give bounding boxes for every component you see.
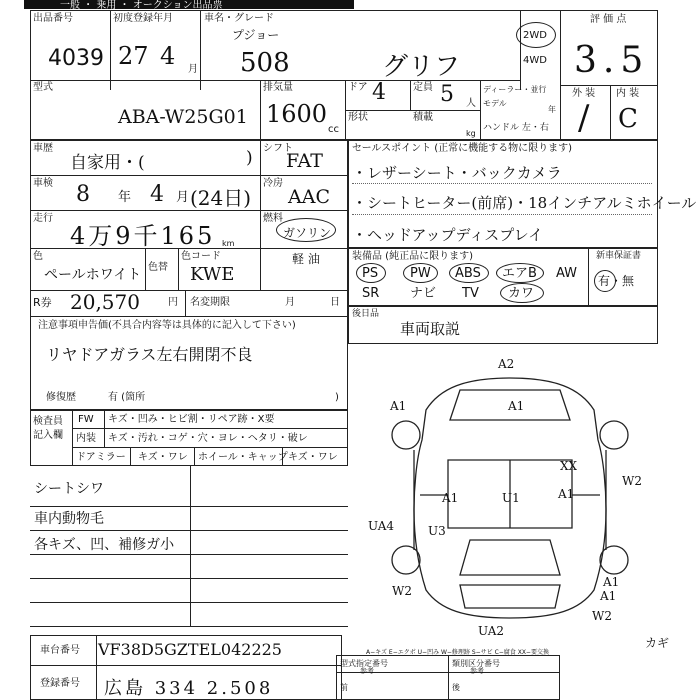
displacement-value: 1600 [266,100,328,128]
damage-mark: A2 [498,357,515,371]
load-unit: kg [466,129,476,138]
registration-day: 日 [330,297,340,308]
capacity-unit: 人 [466,98,476,109]
registration-label: 名変期限 [190,297,230,308]
extra-value: 車両取説 [400,320,461,338]
fuel-alt: 軽 油 [292,252,320,266]
car-grade: グリフ [382,52,461,82]
use-value: 自家用・( [70,153,145,173]
note-line-1: シートシワ [34,481,104,497]
repair-close: ) [335,392,339,403]
use-label: 車歴 [33,143,53,154]
class-label: 類別区分番号 [452,659,500,668]
ac-value: AAC [288,186,330,208]
shape-label: 形状 [348,112,368,123]
header-title: 一般 ・ 乗用 ・ オークション出品票 [60,0,223,11]
interior-value: C [618,104,638,134]
car-maker: プジョー [232,28,280,42]
recycle-unit: 円 [168,297,178,308]
insp-mirror-items: キズ・ワレ [138,452,188,463]
mileage-value: 4万9千165 [70,222,216,250]
use-close: ) [246,148,253,168]
chassis-value: VF38D5GZTEL042225 [98,640,282,659]
sales-label: セールスポイント (正常に機能する物に限ります) [352,143,573,154]
note-line-3: 各キズ、凹、補修ガ小 [34,537,175,553]
chassis-label: 車台番号 [40,645,80,656]
displacement-label: 排気量 [263,82,293,93]
load-label: 積載 [413,112,433,123]
new-car-value: 有・無 [598,274,635,288]
damage-mark: A1 [508,399,525,413]
year-label: 年 [548,105,556,114]
inspection-day: (24日) [190,186,252,210]
model-year-label: モデル [483,99,507,108]
inspection-month: 4 [150,182,164,207]
damage-legend: A−キズ E−エクボ U−凹み W−修理跡 S−サビ C−腐食 XX−要交換 [366,649,549,656]
first-reg-month: 4 [160,42,176,70]
damage-mark: W2 [392,584,412,598]
dealer-label: ディーラー・並行 [483,85,547,94]
ac-label: 冷房 [263,178,283,189]
damage-mark: UA4 [368,519,395,533]
damage-mark: UA2 [478,624,505,638]
damage-mark: A1 [442,491,459,505]
equip-aw: AW [556,266,578,281]
inspector-label-1: 検査員 [33,416,63,427]
car-name-label: 車名・グレード [204,13,274,24]
color-label: 色 [33,251,43,262]
shift-label: シフト [263,143,293,154]
sales-line-3: ・ヘッドアップディスプレイ [352,226,543,244]
score-value: 3.5 [574,40,650,81]
lot-number: 4039 [48,46,104,71]
recycle-label: R券 [33,296,52,309]
first-reg-year: 27 [118,42,149,70]
insp-interior-items: キズ・汚れ・コゲ・穴・ヨレ・ヘタリ・破レ [108,433,308,444]
first-reg-label: 初度登録年月 [113,13,173,24]
specify-label: 型式指定番号 [340,659,388,668]
displacement-unit: cc [328,124,339,135]
insp-mirror: ドアミラー [76,452,126,463]
damage-mark: XX [560,459,578,473]
first-reg-month-unit: 月 [188,64,198,75]
damage-mark: A1 [558,487,575,501]
damage-mark: A1 [600,589,617,603]
equipment-label: 装備品 (純正品に限ります) [352,251,473,262]
inspection-month-unit: 月 [176,190,190,205]
extra-section [348,306,658,344]
recycle-value: 20,570 [70,290,140,314]
type-label: 型式 [33,82,53,93]
plate-value: 広島 334 2.508 [104,678,274,699]
equip-pw: PW [410,266,431,281]
insp-fw-items: キズ・凹み・ヒビ割・リペア跡・X要 [108,414,275,425]
drive-2wd-circle [516,22,556,48]
inspector-label-2: 記入欄 [33,430,63,441]
equip-airbag: エアB [502,266,537,281]
exterior-value: / [578,98,590,138]
inspection-label: 車検 [33,178,53,189]
equip-abs: ABS [455,266,481,281]
insp-wheel: ホイール・キャップ [198,452,288,463]
inspection-year-unit: 年 [118,190,132,205]
color-value: ペールホワイト [44,267,142,283]
damage-mark: U3 [428,524,446,538]
color-code-label: 色コード [181,251,221,262]
mileage-unit: km [222,239,235,248]
score-label: 評 価 点 [590,14,627,25]
note-line-2: 車内動物毛 [34,511,104,527]
ref-label-1: 参考 [360,667,374,675]
rear-label: 後 [452,683,460,692]
plate-label: 登録番号 [40,678,80,689]
registration-month: 月 [285,297,295,308]
damage-mark: U1 [502,491,520,505]
equip-ps: PS [362,266,379,281]
insp-fw: FW [78,414,94,425]
damage-mark: W2 [592,609,612,623]
insp-wheel-items: キズ・ワレ [288,452,338,463]
fuel-label: 燃料 [263,213,283,224]
damage-mark: A1 [390,399,407,413]
lot-label: 出品番号 [33,13,73,24]
fuel-circle [276,218,336,242]
mileage-label: 走行 [33,213,53,224]
door-label: ドア [348,82,368,93]
notes-label: 注意事項申告価(不具合内容等は具体的に記入して下さい) [38,320,296,331]
insp-interior: 内装 [76,433,96,444]
damage-mark: W2 [622,474,642,488]
interior-label: 内 装 [616,88,640,99]
color-change-label: 色替 [148,262,168,273]
shift-value: FAT [286,150,323,172]
front-label: 前 [340,683,348,692]
equip-sr: SR [362,286,380,301]
drive-2wd: 2WD [523,30,547,41]
notes-value: リヤドアガラス左右開閉不良 [46,345,253,364]
door-value: 4 [372,80,386,105]
fuel-value: ガソリン [283,226,332,240]
car-model: 508 [240,48,290,78]
new-car-label: 新車保証書 [596,251,642,261]
color-code-value: KWE [190,264,235,285]
key-mark: カギ [645,636,670,650]
ref-label-2: 参考 [470,667,484,675]
drive-4wd: 4WD [523,55,547,66]
sales-line-1: ・レザーシート・バックカメラ [352,164,562,182]
equip-leather: カワ [508,286,535,301]
handle-label: ハンドル 左・右 [483,123,549,133]
equip-tv: TV [462,286,479,301]
capacity-label: 定員 [413,82,433,93]
damage-mark: A1 [603,575,620,589]
extra-label: 後日品 [352,309,380,319]
sales-line-2: ・シートヒーター(前席)・18インチアルミホイール [352,194,697,212]
equip-navi: ナビ [410,286,437,301]
exterior-label: 外 装 [572,88,596,99]
car-damage-diagram [360,350,660,640]
repair-label: 修復歴 [46,392,76,403]
type-value: ABA-W25G01 [118,106,248,128]
repair-value: 有 (箇所 [108,392,146,403]
inspection-year: 8 [76,182,90,207]
capacity-value: 5 [440,82,454,107]
